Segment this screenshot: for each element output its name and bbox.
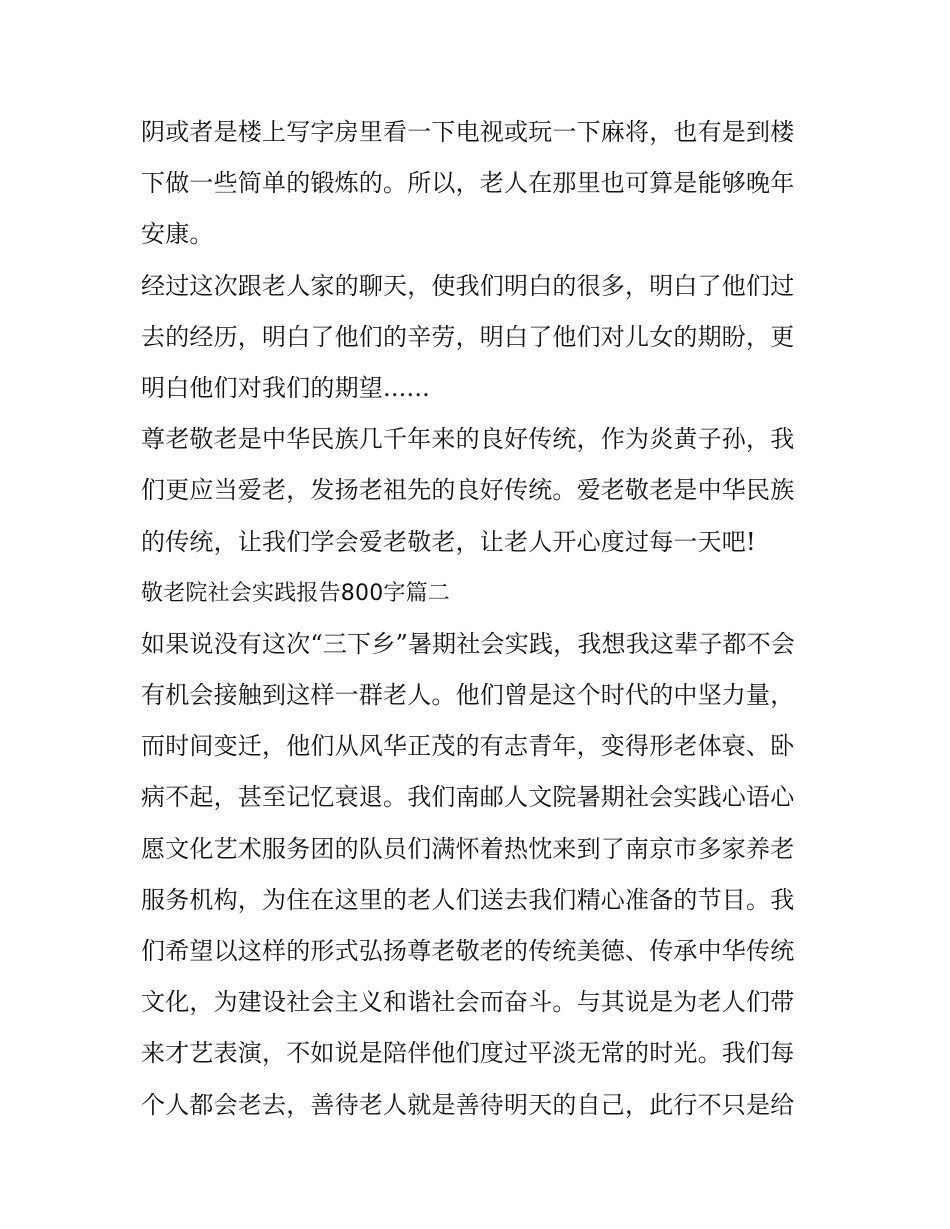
text-line: 安康。: [141, 220, 214, 249]
text-line: 个人都会老去，善待老人就是善待明天的自己，此行不只是给: [141, 1090, 795, 1119]
text-line: 们希望以这样的形式弘扬尊老敬老的传统美德、传承中华传统: [141, 937, 795, 965]
text-line: 经过这次跟老人家的聊天，使我们明白的很多，明白了他们过: [141, 271, 795, 300]
text-line: 如果说没有这次“三下乡”暑期社会实践，我想我这辈子都不会: [141, 629, 796, 658]
section-heading: 敬老院社会实践报告800字篇二: [141, 580, 450, 606]
document-body: [141, 107, 821, 1131]
text-line: 而时间变迁，他们从风华正茂的有志青年，变得形老体衰、卧: [141, 732, 795, 761]
text-line: 阴或者是楼上写字房里看一下电视或玩一下麻将，也有是到楼: [141, 118, 795, 146]
text-line: 们更应当爱老，发扬老祖先的良好传统。爱老敬老是中华民族: [141, 476, 795, 505]
text-line: 去的经历，明白了他们的辛劳，明白了他们对儿女的期盼，更: [141, 322, 795, 351]
text-line: 病不起，甚至记忆衰退。我们南邮人文院暑期社会实践心语心: [141, 783, 795, 812]
text-line: 有机会接触到这样一群老人。他们曾是这个时代的中坚力量，: [141, 681, 795, 710]
text-line: 愿文化艺术服务团的队员们满怀着热忱来到了南京市多家养老: [141, 834, 795, 863]
text-line: 尊老敬老是中华民族几千年来的良好传统，作为炎黄子孙，我: [141, 425, 795, 454]
text-line: 明白他们对我们的期望......: [141, 373, 430, 402]
text-line: 服务机构，为住在这里的老人们送去我们精心准备的节目。我: [141, 885, 795, 914]
text-line: 文化，为建设社会主义和谐社会而奋斗。与其说是为老人们带: [141, 988, 795, 1017]
text-line: 下做一些简单的锻炼的。所以，老人在那里也可算是能够晚年: [141, 169, 795, 198]
text-line: 来才艺表演，不如说是陪伴他们度过平淡无常的时光。我们每: [141, 1039, 795, 1068]
text-line: 的传统，让我们学会爱老敬老，让老人开心度过每一天吧!: [141, 527, 756, 556]
